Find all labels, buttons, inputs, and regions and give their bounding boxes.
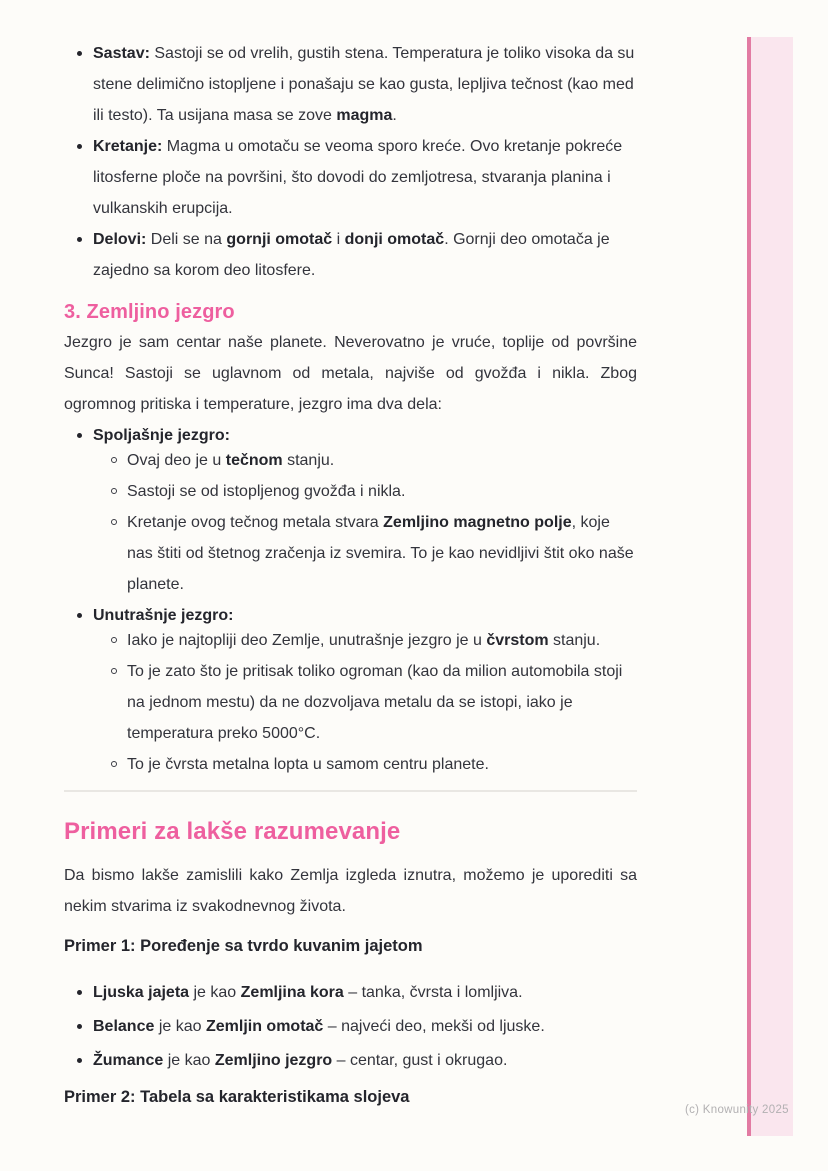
list-item-text: Ljuska jajeta je kao Zemljina kora – tanka, čvrsta i lomljiva. (93, 984, 523, 1001)
list-item (64, 224, 637, 286)
list-item (64, 420, 637, 600)
list-item-text: Delovi: Deli se na gornji omotač i donji omotač. Gornji deo omotača je zajedno sa korom deo litosfere. (93, 231, 610, 279)
mantle-list (64, 38, 637, 286)
list-item-text: Ovaj deo je u tečnom stanju. (127, 452, 335, 469)
list-item (93, 507, 637, 600)
list-item-text: To je čvrsta metalna lopta u samom centru planete. (127, 756, 489, 773)
footer-credit: (c) Knowunity 2025 (685, 1104, 789, 1116)
list-item-text: Iako je najtopliji deo Zemlje, unutrašnje jezgro je u čvrstom stanju. (127, 632, 601, 649)
list-item-text: To je zato što je pritisak toliko ogroman (kao da milion automobila stoji na jednom mestu) da ne dozvoljava metalu da se istopi, iako je temperatura preko 5000°C. (127, 663, 623, 742)
list-item (64, 600, 637, 780)
list-item-text: Žumance je kao Zemljino jezgro – centar, gust i okrugao. (93, 1052, 508, 1069)
list-item (93, 445, 637, 476)
list-item-text: Kretanje ovog tečnog metala stvara Zemljino magnetno polje, koje nas štiti od štetnog zračenja iz svemira. To je kao nevidljivi štit oko naše planete. (127, 514, 634, 593)
list-item-text: Kretanje: Magma u omotaču se veoma sporo kreće. Ovo kretanje pokreće litosferne ploče na površini, što dovodi do zemljotresa, stvaranja planina i vulkanskih erupcija. (93, 138, 623, 217)
core-intro-paragraph: Jezgro je sam centar naše planete. Neverovatno je vruće, toplije od površine Sunca! Sastoji se uglavnom od metala, najviše od gvožđa i nikla. Zbog ogromnog pritiska i temperature, jezgro ima dva dela: (64, 334, 637, 413)
list-item-text: Sastav: Sastoji se od vrelih, gustih stena. Temperatura je toliko visoka da su stene delimično istopljene i ponašaju se kao gusta, lepljiva tečnost (kao med ili testo). Ta usijana masa se zove magma. (93, 45, 635, 124)
example2-title: Primer 2: Tabela sa karakteristikama slojeva (64, 1088, 410, 1106)
list-item (64, 38, 637, 131)
core-list (64, 420, 637, 780)
list-item (64, 131, 637, 224)
list-item (64, 977, 637, 1008)
document-content (64, 38, 637, 1113)
section-divider (64, 790, 637, 792)
list-item-label: Unutrašnje jezgro: (93, 607, 234, 624)
egg-comparison-list (64, 977, 637, 1076)
list-item-text: Sastoji se od istopljenog gvožđa i nikla. (127, 483, 406, 500)
list-item (93, 656, 637, 749)
examples-intro-paragraph: Da bismo lakše zamislili kako Zemlja izgleda iznutra, možemo je uporediti sa nekim stvarima iz svakodnevnog života. (64, 867, 637, 915)
example1-title: Primer 1: Poređenje sa tvrdo kuvanim jajetom (64, 937, 423, 955)
examples-section-heading: Primeri za lakše razumevanje (64, 818, 401, 845)
list-item (64, 1011, 637, 1042)
list-item (93, 749, 637, 780)
page-edge-stripe (747, 37, 793, 1136)
list-item-label: Spoljašnje jezgro: (93, 427, 230, 444)
core-section-heading: 3. Zemljino jezgro (64, 301, 235, 323)
inner-core-sublist (93, 625, 637, 780)
list-item (93, 476, 637, 507)
list-item (64, 1045, 637, 1076)
outer-core-sublist (93, 445, 637, 600)
list-item-text: Belance je kao Zemljin omotač – najveći deo, mekši od ljuske. (93, 1018, 545, 1035)
list-item (93, 625, 637, 656)
